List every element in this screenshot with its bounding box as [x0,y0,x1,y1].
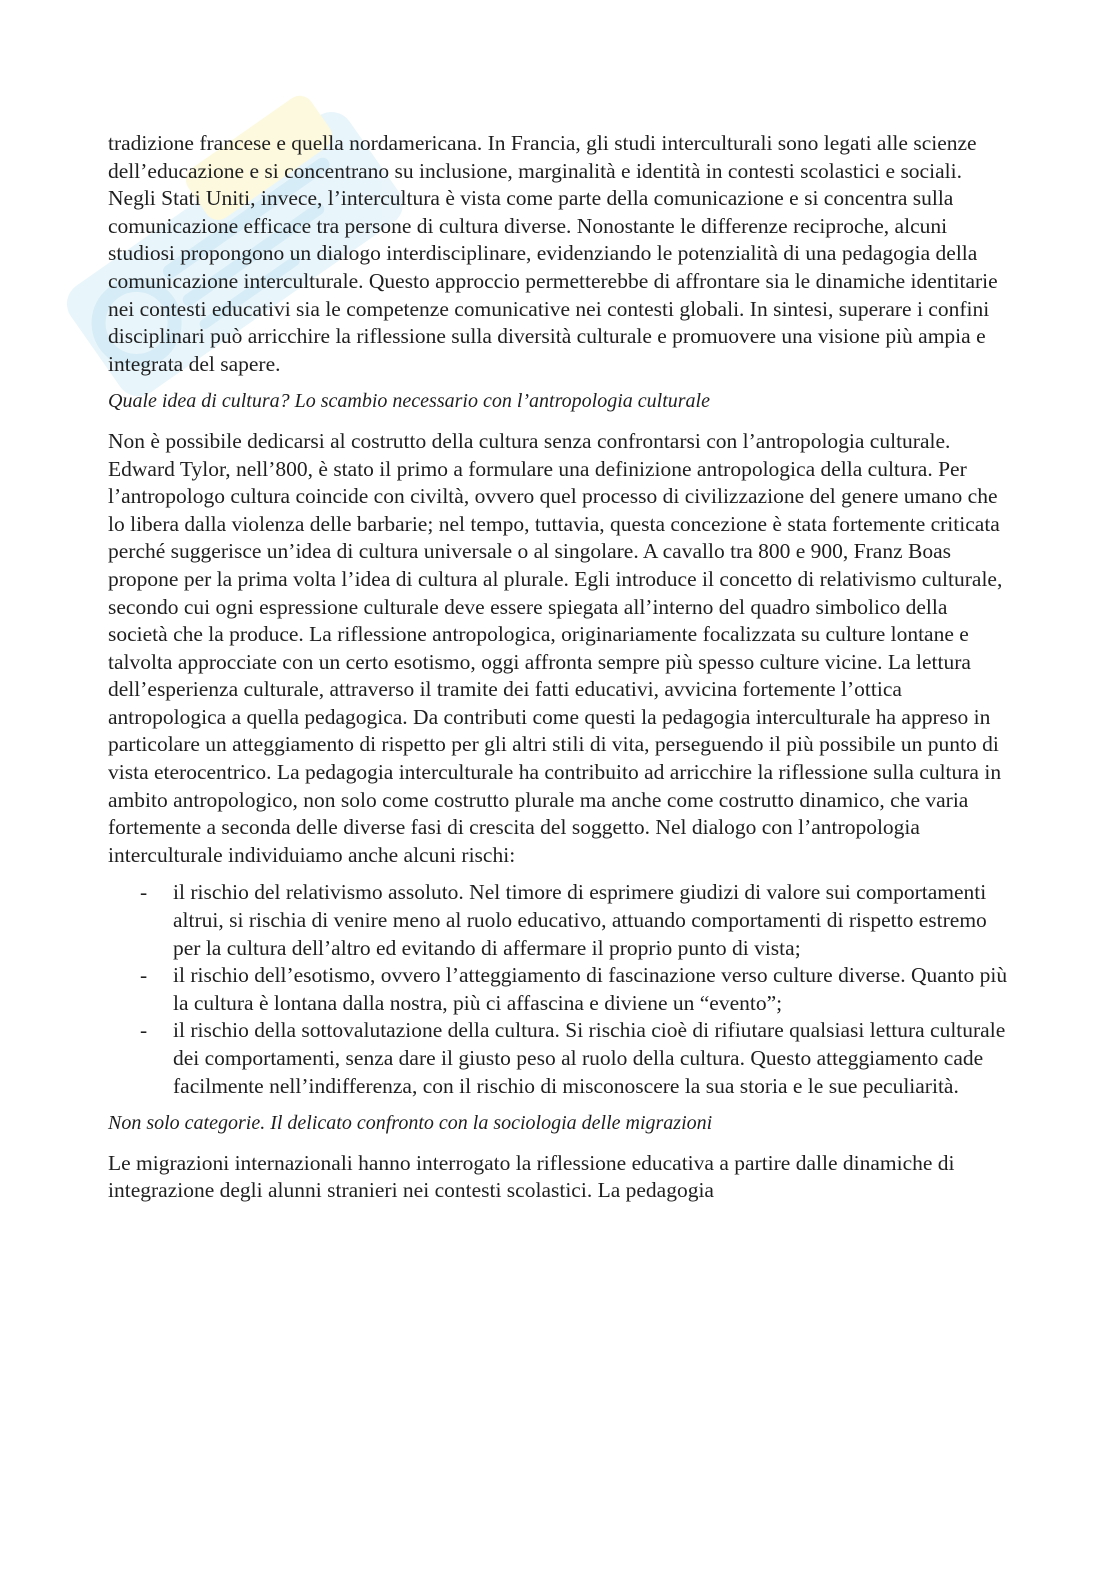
list-bullet: - [140,963,148,988]
section-heading-migrations: Non solo categorie. Il delicato confronto con la sociologia delle migrazioni [108,1112,713,1135]
list-item [140,1017,1008,1100]
list-item-text: il rischio della sottovalutazione della cultura. Si rischia cioè di rifiutare qualsiasi lettura culturale dei comportamenti, senza dare il giusto peso al ruolo della cultura. Questo atteggiamento cade facilmente nell’indifferenza, con il rischio di misconoscere la sua storia e le sue peculiarità. [173,1018,1006,1098]
list-bullet: - [140,1018,148,1043]
list-item [140,879,1008,962]
paragraph-anthropology: Non è possibile dedicarsi al costrutto della cultura senza confrontarsi con l’antropologia culturale. Edward Tylor, nell’800, è stato il primo a formulare una definizione antropologica della cultura. Per l’antropologo cultura coincide con civiltà, ovvero quel processo di civilizzazione del genere umano che lo libera dalla violenza delle barbarie; nel tempo, tuttavia, questa concezione è stata fortemente criticata perché suggerisce un’idea di cultura universale o al singolare. A cavallo tra 800 e 900, Franz Boas propone per la prima volta l’idea di cultura al plurale. Egli introduce il concetto di relativismo culturale, secondo cui ogni espressione culturale deve essere spiegata all’interno del quadro simbolico della società che la produce. La riflessione antropologica, originariamente focalizzata su culture lontane e talvolta approcciate con un certo esotismo, oggi affronta sempre più spesso culture vicine. La lettura dell’esperienza culturale, attraverso il tramite dei fatti educativi, avvicina fortemente l’ottica antropologica a quella pedagogica. Da contributi come questi la pedagogia interculturale ha appreso in particolare un atteggiamento di rispetto per gli altri stili di vita, perseguendo il più possibile un punto di vista eterocentrico. La pedagogia interculturale ha contribuito ad arricchire la riflessione sulla cultura in ambito antropologico, non solo come costrutto plurale ma anche come costrutto dinamico, che varia fortemente a seconda delle diverse fasi di crescita del soggetto. Nel dialogo con l’antropologia interculturale individuiamo anche alcuni rischi: [108,428,1003,867]
paragraph-migrations: Le migrazioni internazionali hanno interrogato la riflessione educativa a partire dalle dinamiche di integrazione degli alunni stranieri nei contesti scolastici. La pedagogia [108,1150,955,1203]
document-page [108,130,1008,1215]
list-item [140,962,1008,1017]
list-item-text: il rischio del relativismo assoluto. Nel timore di esprimere giudizi di valore sui comportamenti altrui, si rischia di venire meno al ruolo educativo, attuando comportamenti di rispetto estremo per la cultura dell’altro ed evitando di affermare il proprio punto di vista; [173,880,987,960]
list-bullet: - [140,880,148,905]
section-heading-culture: Quale idea di cultura? Lo scambio necessario con l’antropologia culturale [108,390,710,413]
paragraph-intercultural-traditions: tradizione francese e quella nordamericana. In Francia, gli studi interculturali sono legati alle scienze dell’educazione e si concentrano su inclusione, marginalità e identità in contesti scolastici e sociali. Negli Stati Uniti, invece, l’intercultura è vista come parte della comunicazione e si concentra sulla comunicazione efficace tra persone di cultura diverse. Nonostante le differenze reciproche, alcuni studiosi propongono un dialogo interdisciplinare, evidenziando le potenzialità di una pedagogia della comunicazione interculturale. Questo approccio permetterebbe di affrontare sia le dinamiche identitarie nei contesti educativi sia le competenze comunicative nei contesti globali. In sintesi, superare i confini disciplinari può arricchire la riflessione sulla diversità culturale e promuovere una visione più ampia e integrata del sapere. [108,131,998,376]
list-item-text: il rischio dell’esotismo, ovvero l’atteggiamento di fascinazione verso culture diverse. Quanto più la cultura è lontana dalla nostra, più ci affascina e diviene un “evento”; [173,963,1008,1015]
risks-list [108,879,1008,1100]
